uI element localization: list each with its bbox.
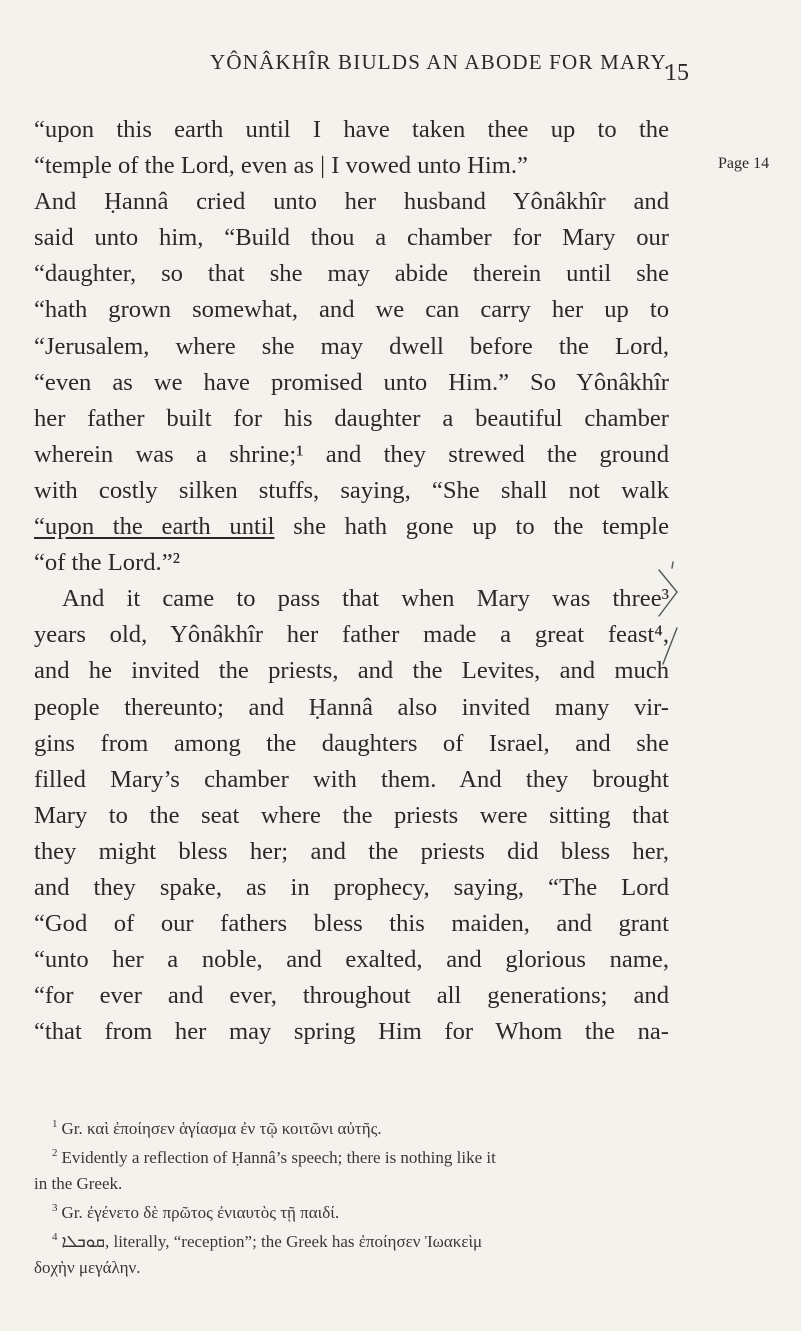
body-line: “temple of the Lord, even as | I vowed unto Him.” (34, 152, 528, 180)
body-line: her father built for his daughter a beautiful chamber (34, 404, 669, 432)
body-line: “that from her may spring Him for Whom the na- (34, 1018, 669, 1046)
footnote-1: $^1$ Gr. καὶ ἐποίησεν ἁγίασμα ἐν τῷ κοιτῶνι αὐτῆς. (52, 1118, 382, 1138)
footnote-separator (34, 1103, 674, 1104)
body-line: with costly silken stuffs, saying, “She shall not walk (34, 476, 669, 504)
footnote-2: $^2$ Evidently a reflection of Ḥannâ’s speech; there is nothing like it in the Greek. (34, 1147, 496, 1193)
body-line: “for ever and ever, throughout all generations; and (34, 982, 669, 1010)
body-line: filled Mary’s chamber with them. And they brought (34, 765, 669, 793)
body-line-underlined: “upon the earth until she hath gone up to the temple (34, 513, 669, 541)
body-line: wherein was a shrine;¹ and they strewed the ground (34, 440, 669, 468)
body-line: “Jerusalem, where she may dwell before the Lord, (34, 332, 669, 360)
footnote-4: $^4$ ܩܘܒܠܐ, literally, “reception”; the Greek has ἐποίησεν Ἰωακεὶμ δοχὴν μεγάλην. (34, 1231, 483, 1277)
body-line: years old, Yônâkhîr her father made a great feast⁴, (34, 621, 669, 649)
handwritten-margin-mark (655, 560, 685, 670)
running-head: YÔNÂKHÎR BIULDS AN ABODE FOR MARY. (210, 50, 671, 74)
body-line: And it came to pass that when Mary was three³ (62, 585, 669, 613)
body-line: “God of our fathers bless this maiden, and grant (34, 910, 669, 938)
body-line: gins from among the daughters of Israel, and she (34, 729, 669, 757)
body-line: and he invited the priests, and the Levites, and much (34, 657, 669, 685)
body-line: said unto him, “Build thou a chamber for Mary our (34, 224, 669, 252)
footnote-3: $^3$ Gr. ἐγένετο δὲ πρῶτος ἐνιαυτὸς τῇ παιδί. (52, 1202, 340, 1222)
body-line: “daughter, so that she may abide therein until she (34, 260, 669, 288)
body-line: “of the Lord.”² (34, 549, 180, 577)
body-line: “unto her a noble, and exalted, and glorious name, (34, 946, 669, 974)
underlined-phrase: “upon the earth until (34, 513, 275, 541)
body-line: Mary to the seat where the priests were sitting that (34, 801, 669, 829)
body-line: “even as we have promised unto Him.” So Yônâkhîr (34, 368, 669, 396)
margin-page-reference: Page 14 (718, 155, 770, 172)
footnotes (34, 1112, 674, 1280)
body-line: And Ḥannâ cried unto her husband Yônâkhîr and (34, 188, 669, 216)
body-line: people thereunto; and Ḥannâ also invited many vir- (34, 693, 669, 721)
body-line: and they spake, as in prophecy, saying, “The Lord (34, 873, 669, 901)
body-text (34, 112, 669, 1050)
body-line: they might bless her; and the priests did bless her, (34, 837, 669, 865)
page-number: 15 (665, 60, 689, 86)
body-line: “upon this earth until I have taken thee up to the (34, 116, 669, 143)
body-line: “hath grown somewhat, and we can carry her up to (34, 296, 669, 324)
